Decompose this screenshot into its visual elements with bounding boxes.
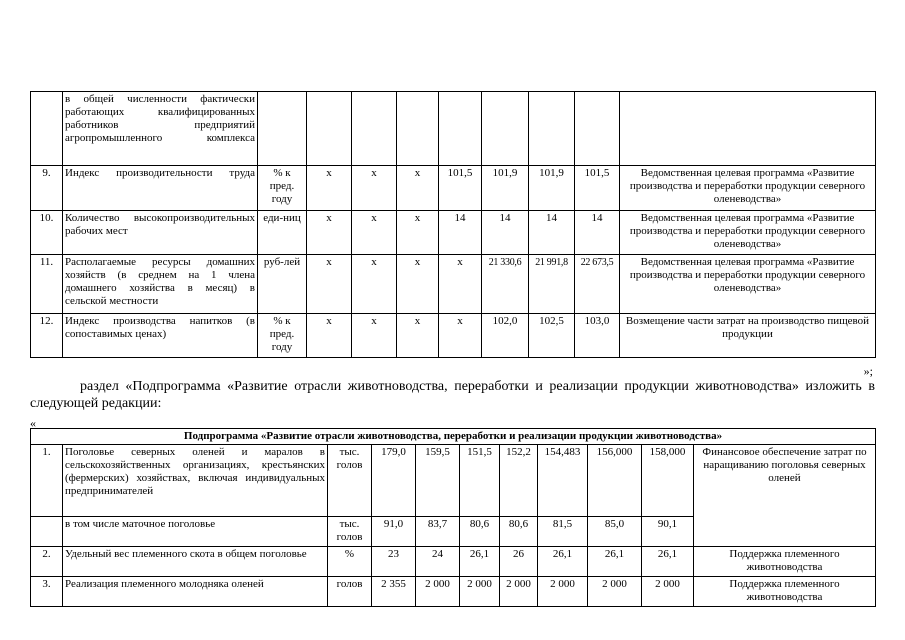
indicators-table-2 — [30, 428, 876, 607]
indicator-name: Реализация племенного молодняка оленей — [63, 577, 328, 607]
unit: % к пред. году — [258, 314, 307, 358]
value-cell: 101,9 — [529, 166, 575, 211]
unit: тыс. голов — [328, 445, 372, 517]
value-cell: 102,5 — [529, 314, 575, 358]
unit — [258, 92, 307, 166]
program-name — [620, 92, 876, 166]
table-row — [31, 314, 876, 358]
indicator-name: Удельный вес племенного скота в общем поголовье — [63, 547, 328, 577]
indicator-name: в том числе маточное поголовье — [63, 517, 328, 547]
value-cell: x — [352, 166, 397, 211]
value-cell: 26,1 — [460, 547, 500, 577]
value-cell: x — [352, 314, 397, 358]
value-cell: 102,0 — [482, 314, 529, 358]
value-cell: 151,5 — [460, 445, 500, 517]
value-cell — [439, 92, 482, 166]
program-name: Ведомственная целевая программа «Развитие производства и переработки продукции северного оленеводства» — [620, 166, 876, 211]
table-row — [31, 211, 876, 255]
table-row — [31, 255, 876, 314]
value-cell: 91,0 — [372, 517, 416, 547]
unit: % — [328, 547, 372, 577]
value-cell: x — [307, 211, 352, 255]
value-cell: 152,2 — [500, 445, 538, 517]
unit: тыс. голов — [328, 517, 372, 547]
row-number: 12. — [31, 314, 63, 358]
value-cell: x — [352, 255, 397, 314]
value-cell: 159,5 — [416, 445, 460, 517]
value-cell: x — [352, 211, 397, 255]
row-number: 2. — [31, 547, 63, 577]
opening-quote: « — [30, 416, 36, 430]
table-row — [31, 547, 876, 577]
value-cell: 2 355 — [372, 577, 416, 607]
value-cell: 2 000 — [538, 577, 588, 607]
program-name: Поддержка племенного животноводства — [694, 577, 876, 607]
value-cell: 2 000 — [500, 577, 538, 607]
value-cell: x — [307, 255, 352, 314]
row-number: 10. — [31, 211, 63, 255]
value-cell: 14 — [439, 211, 482, 255]
table-row — [31, 577, 876, 607]
row-number — [31, 517, 63, 547]
value-cell — [307, 92, 352, 166]
program-name: Ведомственная целевая программа «Развитие производства и переработки продукции северного оленеводства» — [620, 255, 876, 314]
unit: еди-ниц — [258, 211, 307, 255]
value-cell: 101,5 — [439, 166, 482, 211]
value-cell — [352, 92, 397, 166]
value-cell: 2 000 — [416, 577, 460, 607]
value-cell: 23 — [372, 547, 416, 577]
value-cell — [397, 92, 439, 166]
subprogram-header-row — [31, 429, 876, 445]
indicator-name: Количество высокопроизводительных рабочих мест — [63, 211, 258, 255]
value-cell: 26,1 — [642, 547, 694, 577]
value-cell — [529, 92, 575, 166]
row-number: 1. — [31, 445, 63, 517]
value-cell: 14 — [575, 211, 620, 255]
value-cell: 179,0 — [372, 445, 416, 517]
closing-mark: »; — [863, 364, 873, 378]
indicators-table-1 — [30, 91, 876, 358]
indicator-name: в общей численности фактически работающих квалифицированных работников предприятий агропромышленного комплекса — [63, 92, 258, 166]
value-cell: x — [307, 314, 352, 358]
row-number: 3. — [31, 577, 63, 607]
value-cell: 85,0 — [588, 517, 642, 547]
value-cell: 2 000 — [642, 577, 694, 607]
value-cell: 103,0 — [575, 314, 620, 358]
value-cell: x — [307, 166, 352, 211]
indicator-name: Индекс производства напитков (в сопоставимых ценах) — [63, 314, 258, 358]
value-cell: x — [397, 255, 439, 314]
value-cell: 2 000 — [460, 577, 500, 607]
value-cell: 26 — [500, 547, 538, 577]
value-cell: 154,483 — [538, 445, 588, 517]
value-cell: 14 — [482, 211, 529, 255]
table-row — [31, 445, 876, 517]
program-name: Финансовое обеспечение затрат по наращиванию поголовья северных оленей — [694, 445, 876, 547]
unit: руб-лей — [258, 255, 307, 314]
unit: % к пред. году — [258, 166, 307, 211]
table-row — [31, 166, 876, 211]
value-cell: x — [397, 211, 439, 255]
table-row — [31, 92, 876, 166]
value-cell: 14 — [529, 211, 575, 255]
subprogram-title: Подпрограмма «Развитие отрасли животноводства, переработки и реализации продукции животноводства» — [31, 429, 876, 445]
row-number: 11. — [31, 255, 63, 314]
value-cell: 80,6 — [460, 517, 500, 547]
value-cell: 26,1 — [538, 547, 588, 577]
value-cell: x — [397, 314, 439, 358]
row-number: 9. — [31, 166, 63, 211]
unit: голов — [328, 577, 372, 607]
value-cell: 81,5 — [538, 517, 588, 547]
indicator-name: Поголовье северных оленей и маралов в сельскохозяйственных организациях, крестьянских (фермерских) хозяйствах, включая индивидуальных предпринимателей — [63, 445, 328, 517]
value-cell: 22 673,5 — [575, 255, 620, 314]
value-cell: 101,9 — [482, 166, 529, 211]
value-cell: 101,5 — [575, 166, 620, 211]
value-cell — [575, 92, 620, 166]
value-cell: 21 991,8 — [529, 255, 575, 314]
value-cell: 2 000 — [588, 577, 642, 607]
row-number — [31, 92, 63, 166]
value-cell: x — [397, 166, 439, 211]
value-cell: x — [439, 314, 482, 358]
value-cell: x — [439, 255, 482, 314]
value-cell: 21 330,6 — [482, 255, 529, 314]
value-cell: 24 — [416, 547, 460, 577]
program-name: Возмещение части затрат на производство пищевой продукции — [620, 314, 876, 358]
program-name: Поддержка племенного животноводства — [694, 547, 876, 577]
amendment-paragraph: раздел «Подпрограмма «Развитие отрасли животноводства, переработки и реализации продукции животноводства» изложить в следующей редакции: — [30, 379, 875, 411]
value-cell: 80,6 — [500, 517, 538, 547]
program-name: Ведомственная целевая программа «Развитие производства и переработки продукции северного оленеводства» — [620, 211, 876, 255]
value-cell: 26,1 — [588, 547, 642, 577]
value-cell — [482, 92, 529, 166]
value-cell: 83,7 — [416, 517, 460, 547]
value-cell: 158,000 — [642, 445, 694, 517]
value-cell: 90,1 — [642, 517, 694, 547]
value-cell: 156,000 — [588, 445, 642, 517]
indicator-name: Индекс производительности труда — [63, 166, 258, 211]
indicator-name: Располагаемые ресурсы домашних хозяйств (в среднем на 1 члена домашнего хозяйства в месяц) в сельской местности — [63, 255, 258, 314]
